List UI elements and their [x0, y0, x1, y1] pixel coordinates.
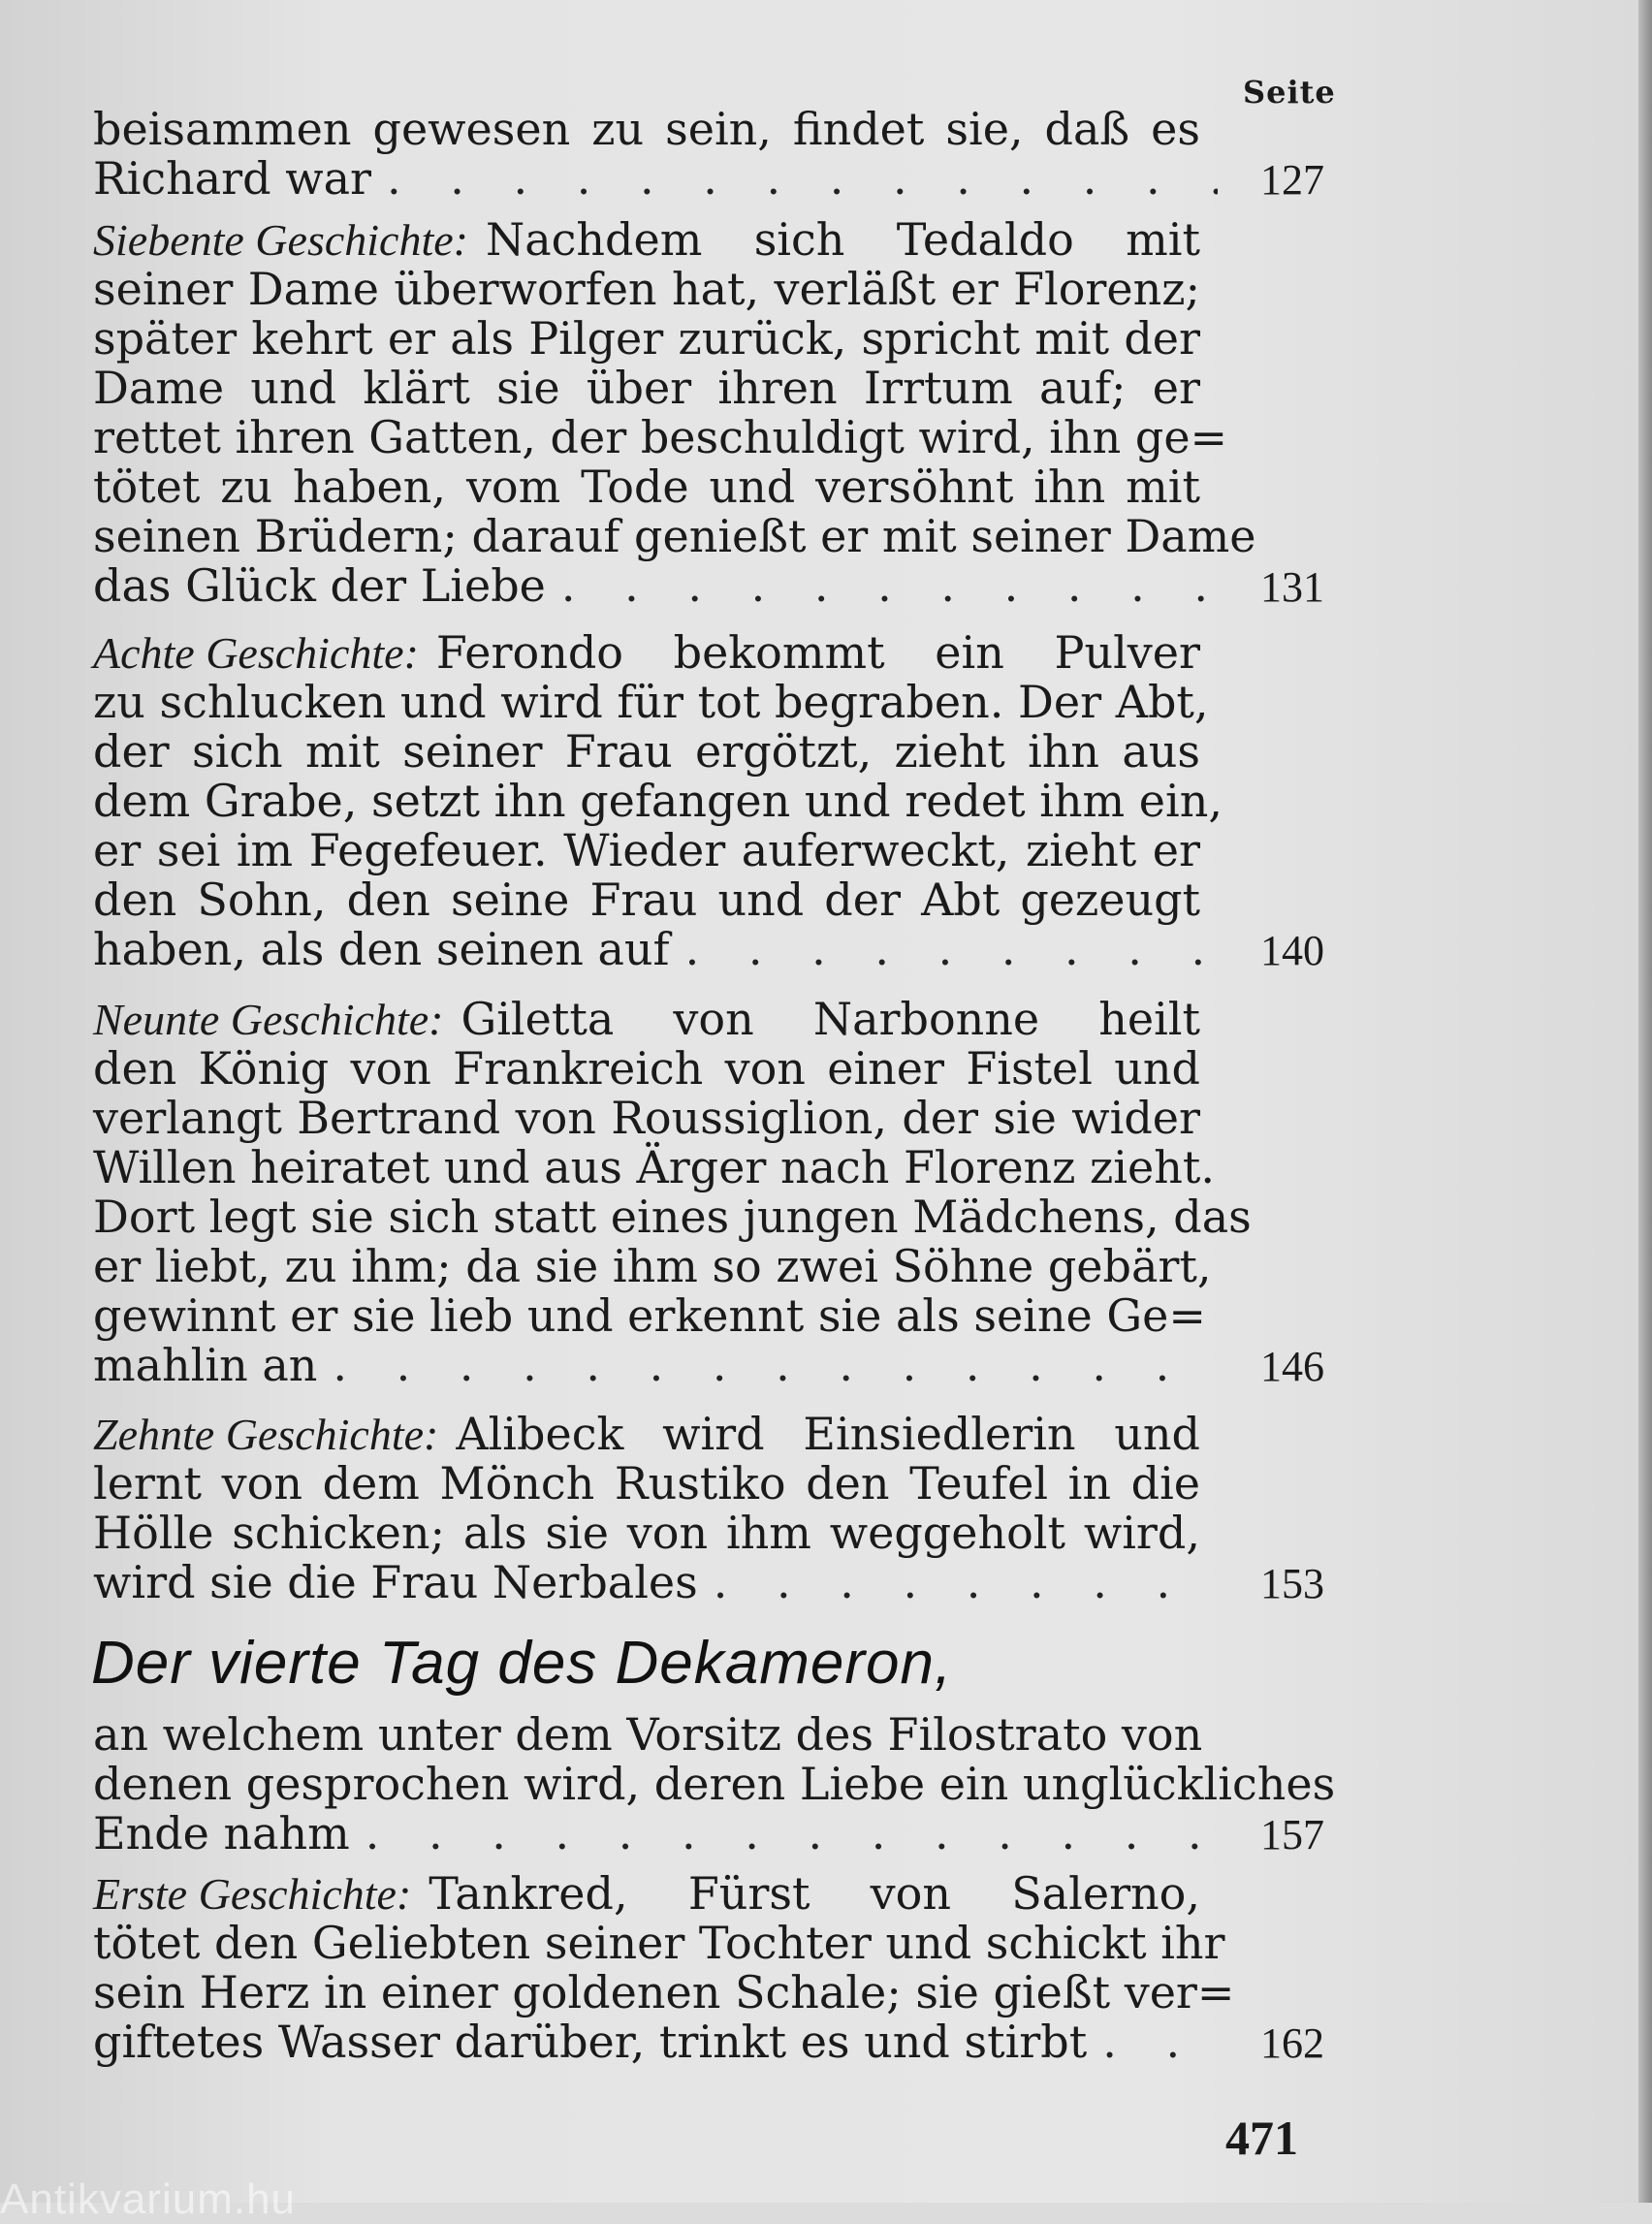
entry-line: lernt von dem Mönch Rustiko den Teufel in die: [93, 1457, 1200, 1509]
entry-line: verlangt Bertrand von Roussiglion, der sie wider: [93, 1092, 1200, 1144]
page-edge: [1638, 0, 1652, 2203]
entry-line: Ferondo bekommt ein Pulver: [435, 626, 1200, 679]
entry-line: später kehrt er als Pilger zurück, spricht mit der: [93, 312, 1200, 365]
entry-line: den Sohn, den seine Frau und der Abt gezeugt: [93, 874, 1200, 926]
toc-entry: [93, 1708, 1336, 1859]
entry-line: tötet zu haben, vom Tode und versöhnt ihn mit: [93, 461, 1200, 513]
entry-line: Willen heiratet und aus Ärger nach Florenz zieht.: [93, 1141, 1215, 1193]
entry-line: giftetes Wasser darüber, trinkt es und stirbt: [93, 2016, 1088, 2068]
toc-entry: [93, 995, 1324, 1390]
story-label: Neunte Geschichte:: [93, 995, 444, 1044]
entry-line: Giletta von Narbonne heilt: [461, 993, 1200, 1045]
entry-line: gewinnt er sie lieb und erkennt sie als seine Ge=: [93, 1289, 1206, 1342]
watermark: Antikvarium.hu: [0, 2176, 297, 2223]
entry-line: Tankred, Fürst von Salerno,: [429, 1867, 1200, 1920]
dot-leader: [387, 154, 1218, 204]
dot-leader: [561, 561, 1218, 611]
entry-line: tötet den Geliebten seiner Tochter und schickt ihr: [93, 1917, 1225, 1969]
entry-line: Dame und klärt sie über ihren Irrtum auf; er: [93, 362, 1200, 414]
dot-leader: [365, 1809, 1218, 1859]
entry-line: Hölle schicken; als sie von ihm weggeholt wird,: [93, 1507, 1200, 1559]
story-label: Achte Geschichte:: [93, 628, 419, 678]
page-ref: 127: [1260, 156, 1324, 204]
toc-entry: [93, 105, 1324, 204]
entry-line: wird sie die Frau Nerbales: [93, 1556, 698, 1608]
entry-line: er liebt, zu ihm; da sie ihm so zwei Söhne gebärt,: [93, 1240, 1212, 1292]
entry-line: dem Grabe, setzt ihn gefangen und redet ihm ein,: [93, 775, 1223, 827]
entry-line: Richard war: [93, 152, 372, 205]
dot-leader: [1102, 2017, 1218, 2067]
toc-entry: [93, 628, 1324, 974]
dot-leader: [333, 1341, 1218, 1390]
entry-line: Nachdem sich Tedaldo mit: [485, 213, 1200, 266]
entry-line: haben, als den seinen auf: [93, 923, 670, 975]
entry-line: zu schlucken und wird für tot begraben. Der Abt,: [93, 676, 1209, 728]
entry-line: denen gesprochen wird, deren Liebe ein unglückliches: [93, 1758, 1336, 1810]
entry-line: sein Herz in einer goldenen Schale; sie gießt ver=: [93, 1966, 1235, 2018]
page-ref: 157: [1260, 1811, 1324, 1859]
page-ref: 162: [1260, 2019, 1324, 2067]
page-ref: 131: [1260, 563, 1324, 611]
entry-line: Ende nahm: [93, 1807, 350, 1859]
story-label: Zehnte Geschichte:: [93, 1410, 439, 1459]
entry-line: der sich mit seiner Frau ergötzt, zieht ihn aus: [93, 725, 1200, 778]
toc-entry: [93, 1410, 1324, 1607]
entry-line: Dort legt sie sich statt eines jungen Mädchens, das: [93, 1191, 1252, 1243]
page-ref: 146: [1260, 1343, 1324, 1390]
story-label: Erste Geschichte:: [93, 1869, 412, 1919]
story-label: Siebente Geschichte:: [93, 215, 468, 265]
entry-line: den König von Frankreich von einer Fistel und: [93, 1042, 1200, 1095]
entry-line: rettet ihren Gatten, der beschuldigt wird, ihn ge=: [93, 411, 1228, 463]
entry-line: das Glück der Liebe: [93, 559, 546, 612]
page-ref: 153: [1260, 1560, 1324, 1607]
entry-line: an welchem unter dem Vorsitz des Filostrato von: [93, 1708, 1203, 1761]
page-ref: 140: [1260, 927, 1324, 974]
page-column-header: Seite: [1243, 74, 1336, 111]
dot-leader: [714, 1558, 1218, 1607]
entry-line: er sei im Fegefeuer. Wieder auferweckt, zieht er: [93, 824, 1200, 876]
entry-line: mahlin an: [93, 1339, 318, 1391]
entry-line: seiner Dame überworfen hat, verläßt er Florenz;: [93, 263, 1200, 315]
entry-line: beisammen gewesen zu sein, findet sie, daß es: [93, 103, 1200, 155]
entry-line: seinen Brüdern; darauf genießt er mit seiner Dame: [93, 510, 1256, 562]
dot-leader: [685, 925, 1218, 974]
toc-entry: [93, 215, 1324, 611]
section-heading: Der vierte Tag des Dekameron,: [91, 1630, 953, 1697]
page-number: 471: [1225, 2111, 1298, 2165]
entry-line: Alibeck wird Einsiedlerin und: [456, 1408, 1200, 1460]
toc-entry: [93, 1869, 1324, 2067]
